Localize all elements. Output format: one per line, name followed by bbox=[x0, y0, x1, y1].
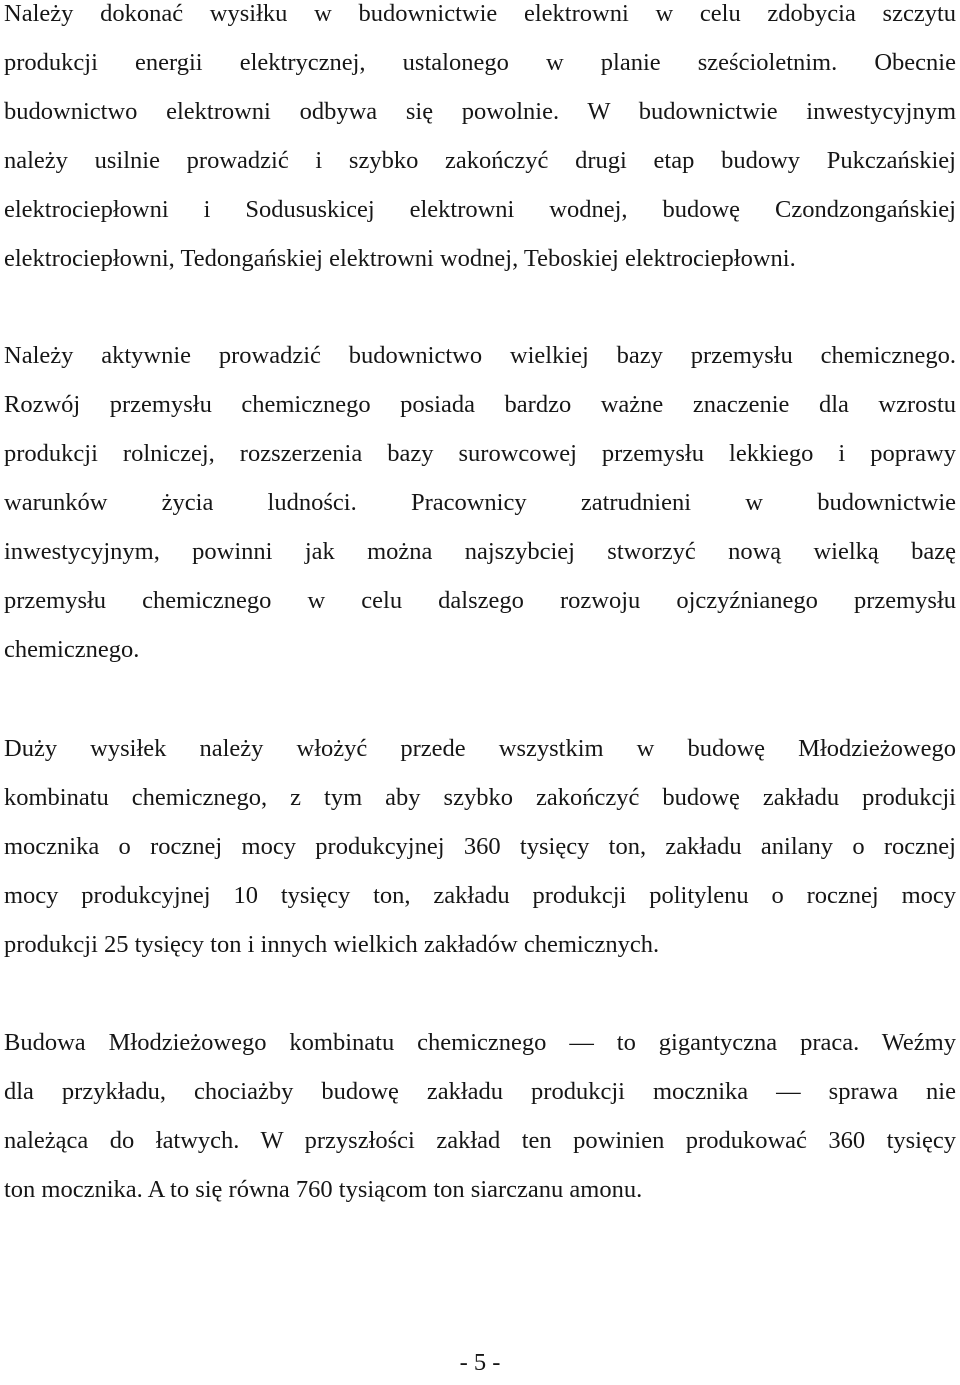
page-number: - 5 - bbox=[459, 1349, 501, 1376]
paragraph-chemical-industry bbox=[4, 331, 956, 674]
paragraph-line: produkcji 25 tysięcy ton i innych wielkich zakładów chemicznych. bbox=[4, 931, 660, 958]
paragraph-line: budownictwo elektrowni odbywa się powolnie. W budownictwie inwestycyjnym bbox=[4, 98, 956, 125]
paragraph-line: mocy produkcyjnej 10 tysięcy ton, zakładu produkcji politylenu o rocznej mocy bbox=[4, 882, 956, 909]
paragraph-line: Należy aktywnie prowadzić budownictwo wielkiej bazy przemysłu chemicznego. bbox=[4, 342, 956, 369]
paragraph-line: elektrociepłowni i Sodususkicej elektrowni wodnej, budowę Czondzongańskiej bbox=[4, 196, 956, 223]
paragraph-line: należąca do łatwych. W przyszłości zakład ten powinien produkować 360 tysięcy bbox=[4, 1127, 956, 1154]
paragraph-line: produkcji energii elektrycznej, ustalonego w planie sześcioletnim. Obecnie bbox=[4, 49, 956, 76]
paragraph-line: dla przykładu, chociażby budowę zakładu produkcji mocznika — sprawa nie bbox=[4, 1078, 956, 1105]
paragraph-line: Należy dokonać wysiłku w budownictwie elektrowni w celu zdobycia szczytu bbox=[4, 0, 956, 27]
paragraph-line: produkcji rolniczej, rozszerzenia bazy surowcowej przemysłu lekkiego i poprawy bbox=[4, 440, 956, 467]
paragraph-power-plants bbox=[4, 0, 956, 283]
paragraph-line: Budowa Młodzieżowego kombinatu chemicznego — to gigantyczna praca. Weźmy bbox=[4, 1029, 956, 1056]
paragraph-line: należy usilnie prowadzić i szybko zakończyć drugi etap budowy Pukczańskiej bbox=[4, 147, 956, 174]
paragraph-line: przemysłu chemicznego w celu dalszego rozwoju ojczyźnianego przemysłu bbox=[4, 587, 956, 614]
document-page bbox=[4, 0, 956, 1385]
paragraph-line: mocznika o rocznej mocy produkcyjnej 360 tysięcy ton, zakładu anilany o rocznej bbox=[4, 833, 956, 860]
paragraph-line: warunków życia ludności. Pracownicy zatrudnieni w budownictwie bbox=[4, 489, 956, 516]
paragraph-line: Duży wysiłek należy włożyć przede wszystkim w budowę Młodzieżowego bbox=[4, 735, 956, 762]
paragraph-line: Rozwój przemysłu chemicznego posiada bardzo ważne znaczenie dla wzrostu bbox=[4, 391, 956, 418]
paragraph-urea-plant bbox=[4, 1018, 956, 1214]
paragraph-youth-combine bbox=[4, 724, 956, 969]
paragraph-line: inwestycyjnym, powinni jak można najszybciej stworzyć nową wielką bazę bbox=[4, 538, 956, 565]
paragraph-line: ton mocznika. A to się równa 760 tysiącom ton siarczanu amonu. bbox=[4, 1176, 643, 1203]
paragraph-line: elektrociepłowni, Tedongańskiej elektrowni wodnej, Teboskiej elektrociepłowni. bbox=[4, 245, 796, 272]
paragraph-line: kombinatu chemicznego, z tym aby szybko zakończyć budowę zakładu produkcji bbox=[4, 784, 956, 811]
paragraph-line: chemicznego. bbox=[4, 636, 140, 663]
